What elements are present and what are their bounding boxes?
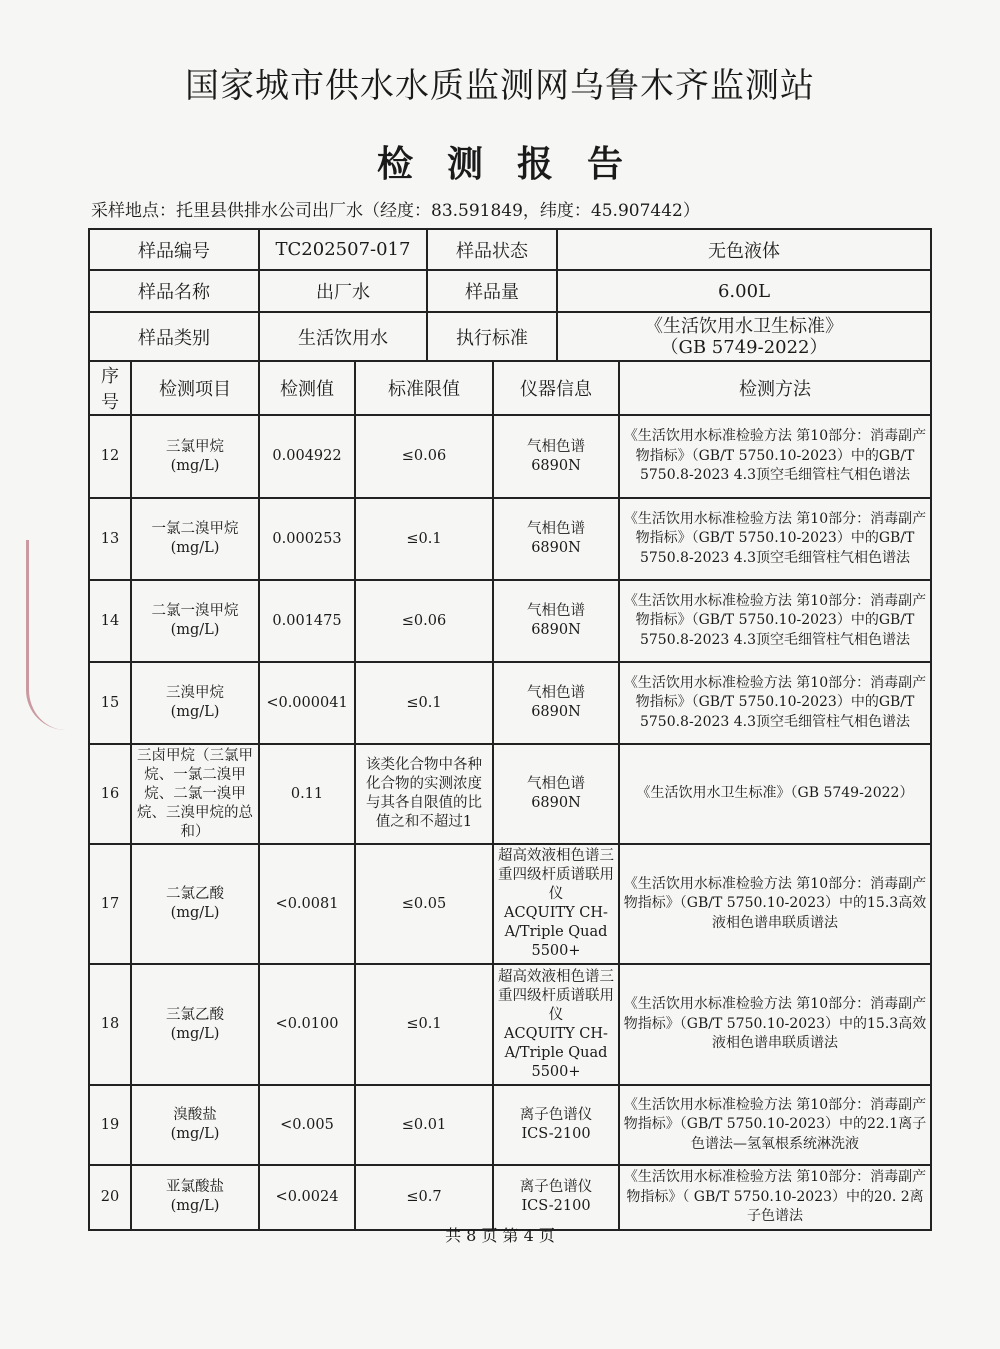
- test-method: 《生活饮用水标准检验方法 第10部分：消毒副产物指标》（GB/T 5750.10-2023）中的22.1离子色谱法—氢氧根系统淋洗液: [619, 1085, 931, 1165]
- standard-limit: ≤0.06: [355, 415, 493, 498]
- test-item: 溴酸盐 (mg/L): [131, 1085, 259, 1165]
- standard-limit: ≤0.1: [355, 964, 493, 1085]
- header-row: [89, 361, 931, 415]
- standard-limit: ≤0.05: [355, 844, 493, 964]
- row-number: 18: [89, 964, 131, 1085]
- test-value: <0.000041: [259, 662, 355, 744]
- info-label: 样品量: [427, 270, 557, 312]
- column-header: 标准限值: [355, 361, 493, 415]
- test-item: 二氯乙酸 (mg/L): [131, 844, 259, 964]
- table-row: [89, 498, 931, 580]
- sample-info-table: [88, 228, 932, 362]
- info-value: 6.00L: [557, 270, 931, 312]
- row-number: 16: [89, 744, 131, 844]
- report-title: 检测报告: [376, 144, 657, 185]
- table-row: [89, 1085, 931, 1165]
- instrument: 气相色谱 6890N: [493, 415, 619, 498]
- info-value: [557, 312, 931, 361]
- test-method: 《生活饮用水标准检验方法 第10部分：消毒副产物指标》（ GB/T 5750.10-2023）中的20. 2离子色谱法: [619, 1165, 931, 1230]
- info-value: 生活饮用水: [259, 312, 427, 361]
- info-label: 样品名称: [89, 270, 259, 312]
- test-value: 0.001475: [259, 580, 355, 662]
- instrument: 气相色谱 6890N: [493, 498, 619, 580]
- test-item: 亚氯酸盐 (mg/L): [131, 1165, 259, 1230]
- info-row: [89, 229, 931, 270]
- test-value: 0.000253: [259, 498, 355, 580]
- test-value: 0.11: [259, 744, 355, 844]
- test-value: <0.0081: [259, 844, 355, 964]
- column-header: 仪器信息: [493, 361, 619, 415]
- info-row: [89, 312, 931, 361]
- test-item: 三卤甲烷（三氯甲烷、一氯二溴甲烷、二氯一溴甲烷、三溴甲烷的总和）: [131, 744, 259, 844]
- test-value: <0.005: [259, 1085, 355, 1165]
- info-row: [89, 270, 931, 312]
- info-value: 出厂水: [259, 270, 427, 312]
- test-method: 《生活饮用水标准检验方法 第10部分：消毒副产物指标》（GB/T 5750.10-2023）中的GB/T 5750.8-2023 4.3顶空毛细管柱气相色谱法: [619, 498, 931, 580]
- row-number: 17: [89, 844, 131, 964]
- instrument: 气相色谱 6890N: [493, 580, 619, 662]
- standard-code: （GB 5749-2022）: [660, 336, 828, 358]
- test-item: 三氯乙酸 (mg/L): [131, 964, 259, 1085]
- test-method: 《生活饮用水标准检验方法 第10部分：消毒副产物指标》（GB/T 5750.10-2023）中的GB/T 5750.8-2023 4.3顶空毛细管柱气相色谱法: [619, 580, 931, 662]
- instrument: 离子色谱仪 ICS-2100: [493, 1085, 619, 1165]
- instrument: 气相色谱 6890N: [493, 662, 619, 744]
- instrument: 气相色谱 6890N: [493, 744, 619, 844]
- standard-limit: 该类化合物中各种化合物的实测浓度与其各自限值的比值之和不超过1: [355, 744, 493, 844]
- instrument: 超高效液相色谱三重四级杆质谱联用仪 ACQUITY CH-A/Triple Quad 5500+: [493, 844, 619, 964]
- table-row: [89, 580, 931, 662]
- info-label: 样品状态: [427, 229, 557, 270]
- table-row: [89, 662, 931, 744]
- column-header: 检测项目: [131, 361, 259, 415]
- standard-name: 《生活饮用水卫生标准》: [645, 315, 843, 337]
- table-row: [89, 844, 931, 964]
- test-method: 《生活饮用水标准检验方法 第10部分：消毒副产物指标》（GB/T 5750.10-2023）中的GB/T 5750.8-2023 4.3顶空毛细管柱气相色谱法: [619, 415, 931, 498]
- row-number: 19: [89, 1085, 131, 1165]
- test-method: 《生活饮用水卫生标准》（GB 5749-2022）: [619, 744, 931, 844]
- test-item: 三氯甲烷 (mg/L): [131, 415, 259, 498]
- table-row: [89, 744, 931, 844]
- test-item: 二氯一溴甲烷 (mg/L): [131, 580, 259, 662]
- test-method: 《生活饮用水标准检验方法 第10部分：消毒副产物指标》（GB/T 5750.10-2023）中的15.3高效液相色谱串联质谱法: [619, 844, 931, 964]
- instrument: 超高效液相色谱三重四级杆质谱联用仪 ACQUITY CH-A/Triple Quad 5500+: [493, 964, 619, 1085]
- test-item: 三溴甲烷 (mg/L): [131, 662, 259, 744]
- sampling-location: 采样地点：托里县供排水公司出厂水（经度：83.591849，纬度：45.907442）: [91, 201, 700, 221]
- standard-limit: ≤0.01: [355, 1085, 493, 1165]
- table-row: [89, 964, 931, 1085]
- table-row: [89, 1165, 931, 1230]
- standard-limit: ≤0.1: [355, 662, 493, 744]
- test-method: 《生活饮用水标准检验方法 第10部分：消毒副产物指标》（GB/T 5750.10-2023）中的GB/T 5750.8-2023 4.3顶空毛细管柱气相色谱法: [619, 662, 931, 744]
- seal-stamp: [26, 540, 77, 730]
- page-number: 共 8 页 第 4 页: [445, 1226, 555, 1245]
- instrument: 离子色谱仪 ICS-2100: [493, 1165, 619, 1230]
- table-row: [89, 415, 931, 498]
- test-value: <0.0024: [259, 1165, 355, 1230]
- test-value: 0.004922: [259, 415, 355, 498]
- test-method: 《生活饮用水标准检验方法 第10部分：消毒副产物指标》（GB/T 5750.10-2023）中的15.3高效液相色谱串联质谱法: [619, 964, 931, 1085]
- organization-title: 国家城市供水水质监测网乌鲁木齐监测站: [185, 66, 815, 106]
- column-header: 检测值: [259, 361, 355, 415]
- test-item: 一氯二溴甲烷 (mg/L): [131, 498, 259, 580]
- standard-limit: ≤0.1: [355, 498, 493, 580]
- standard-limit: ≤0.7: [355, 1165, 493, 1230]
- info-value: TC202507-017: [259, 229, 427, 270]
- row-number: 13: [89, 498, 131, 580]
- column-header: 检测方法: [619, 361, 931, 415]
- info-label: 样品类别: [89, 312, 259, 361]
- standard-limit: ≤0.06: [355, 580, 493, 662]
- results-table: [88, 360, 932, 1231]
- row-number: 15: [89, 662, 131, 744]
- column-header: 序号: [89, 361, 131, 415]
- row-number: 14: [89, 580, 131, 662]
- info-label: 执行标准: [427, 312, 557, 361]
- row-number: 20: [89, 1165, 131, 1230]
- row-number: 12: [89, 415, 131, 498]
- info-value: 无色液体: [557, 229, 931, 270]
- test-value: <0.0100: [259, 964, 355, 1085]
- info-label: 样品编号: [89, 229, 259, 270]
